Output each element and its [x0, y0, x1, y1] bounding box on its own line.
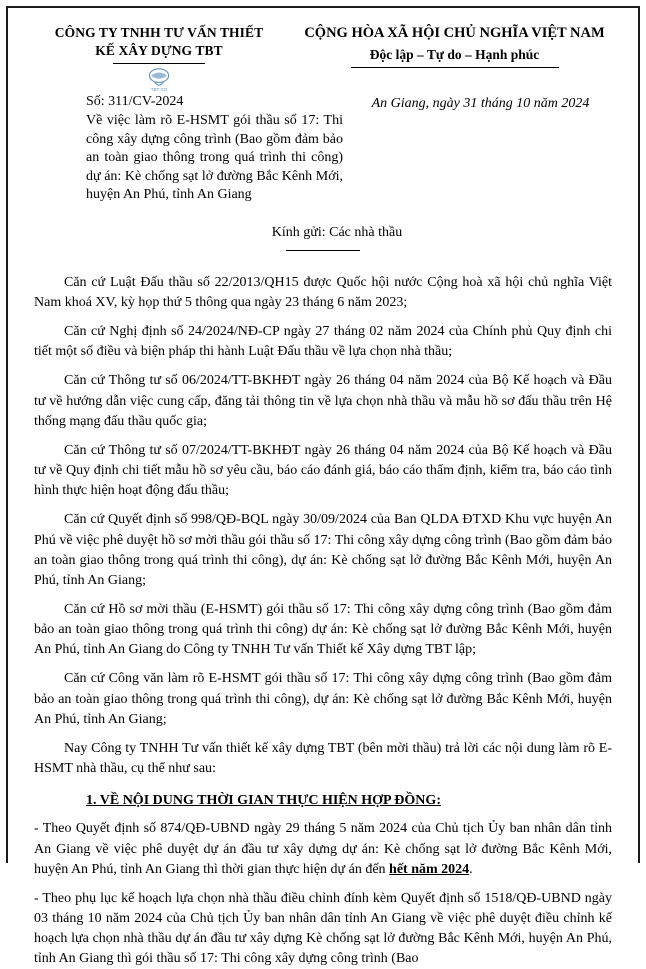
recipient-divider	[286, 250, 360, 251]
document-header	[34, 18, 612, 92]
paragraph-legal-basis-6: Căn cứ Hồ sơ mời thầu (E-HSMT) gói thầu số 17: Thi công xây dựng công trình (Bao gồm đảm bảo an toàn giao thông trong quá trình thi công) dự án: Kè chống sạt lở đường Bắc Kênh Mới, huyện An Phú, tỉnh An Giang do Công ty TNHH Tư vấn Thiết kế Xây dựng TBT lập;	[34, 601, 612, 658]
place-and-date: An Giang, ngày 31 tháng 10 năm 2024	[371, 96, 590, 112]
organization-name-line1: CÔNG TY TNHH TƯ VẤN THIẾT	[54, 25, 264, 40]
paragraph-legal-basis-4: Căn cứ Thông tư số 07/2024/TT-BKHĐT ngày 26 tháng 04 năm 2024 của Bộ Kế hoạch và Đầu tư về Quy định chi tiết mẫu hồ sơ yêu cầu, báo cáo đánh giá, báo cáo thẩm định, kiểm tra, báo cáo tình hình thực hiện hoạt động đấu thầu;	[34, 442, 612, 499]
motto-underline	[351, 67, 559, 68]
national-motto: Độc lập – Tự do – Hạnh phúc	[369, 46, 540, 62]
subject-row	[34, 94, 612, 204]
organization-name-line2: KẾ XÂY DỰNG TBT	[95, 43, 223, 59]
page-border-top	[6, 6, 640, 8]
section-1-item-2: - Theo phụ lục kế hoạch lựa chọn nhà thầu điều chỉnh đính kèm Quyết định số 1518/QĐ-UBND ngày 03 tháng 10 năm 2024 của Chủ tịch Ủy ban nhân dân tỉnh An Giang về việc phê duyệt điều chỉnh kế hoạch lựa chọn nhà thầu dự án đầu tư xây dựng Kè chống sạt lở đường Bắc Kênh Mới, huyện An Phú, tỉnh An Giang thì gói thầu số 17: Thi công xây dựng công trình (Bao	[34, 890, 612, 967]
section-1-item-1-end: .	[469, 861, 473, 877]
section-1-item-1	[34, 819, 612, 879]
section-1-title: VỀ NỘI DUNG THỜI GIAN THỰC HIỆN HỢP ĐỒNG	[99, 793, 437, 809]
section-1-colon: :	[436, 793, 441, 809]
organization-underline	[113, 63, 205, 64]
paragraph-legal-basis-3: Căn cứ Thông tư số 06/2024/TT-BKHĐT ngày 26 tháng 04 năm 2024 của Bộ Kế hoạch và Đầu tư về hướng dẫn việc cung cấp, đăng tải thông tin về lựa chọn nhà thầu và mẫu hồ sơ đấu thầu trên Hệ thống mạng đấu thầu quốc gia;	[34, 373, 612, 429]
paragraph-legal-basis-1: Căn cứ Luật Đấu thầu số 22/2013/QH15 được Quốc hội nước Cộng hoà xã hội chủ nghĩa Việt Nam khoá XV, kỳ họp thứ 5 thông qua ngày 23 tháng 6 năm 2023;	[34, 274, 612, 310]
paragraph-intro: Nay Công ty TNHH Tư vấn thiết kế xây dựng TBT (bên mời thầu) trả lời các nội dung làm rõ E-HSMT nhà thầu, cụ thể như sau:	[34, 740, 612, 777]
document-body	[34, 273, 612, 969]
section-1-item-1-text: - Theo Quyết định số 874/QĐ-UBND ngày 29 tháng 5 năm 2024 của Chủ tịch Ủy ban nhân dân tỉnh An Giang về việc phê duyệt dự án đầu tư xây dựng dự án: Kè chống sạt lở đường Bắc Kênh Mới, huyện An Phú, tỉnh An Giang thì thời gian thực hiện dự án đến	[34, 821, 612, 877]
section-1-number: 1.	[86, 793, 97, 809]
paragraph-legal-basis-5: Căn cứ Quyết định số 998/QĐ-BQL ngày 30/09/2024 của Ban QLDA ĐTXD Khu vực huyện An Phú về việc phê duyệt hồ sơ mời thầu gói thầu số 17: Thi công xây dựng công trình (Bao gồm đảm bảo an toàn giao thông trong quá trình thi công), dự án: Kè chống sạt lở đường Bắc Kênh Mới, huyện An Phú, tỉnh An Giang;	[34, 512, 612, 588]
svg-text:TBT CO: TBT CO	[150, 86, 168, 92]
paragraph-legal-basis-2: Căn cứ Nghị định số 24/2024/NĐ-CP ngày 27 tháng 02 năm 2024 của Chính phủ Quy định chi tiết một số điều và biện pháp thi hành Luật Đấu thầu về lựa chọn nhà thầu;	[34, 324, 612, 360]
section-1-item-1-highlight: hết năm 2024	[389, 861, 470, 877]
page-border-right	[638, 6, 640, 863]
subject-block	[34, 94, 349, 204]
paragraph-legal-basis-7: Căn cứ Công văn làm rõ E-HSMT gói thầu số 17: Thi công xây dựng công trình (Bao gồm đảm bảo an toàn giao thông trong quá trình thi công), dự án: Kè chống sạt lở đường Bắc Kênh Mới, huyện An Phú, tỉnh An Giang;	[34, 671, 612, 727]
page-border-left	[6, 6, 8, 863]
document-subject: Về việc làm rõ E-HSMT gói thầu số 17: Thi công xây dựng công trình (Bao gồm đảm bảo an toàn giao thông trong quá trình thi công) dự án: Kè chống sạt lở đường Bắc Kênh Mới, huyện An Phú, tỉnh An Giang	[86, 113, 343, 203]
issuing-organization-block	[34, 24, 284, 92]
section-1-heading	[34, 791, 612, 811]
recipient-line: Kính gửi: Các nhà thầu	[271, 224, 403, 240]
nation-name: CỘNG HÒA XÃ HỘI CHỦ NGHĨA VIỆT NAM	[304, 25, 605, 41]
national-heading-block	[297, 24, 612, 68]
company-seal-icon	[142, 66, 176, 92]
document-number: Số: 311/CV-2024	[86, 94, 184, 110]
